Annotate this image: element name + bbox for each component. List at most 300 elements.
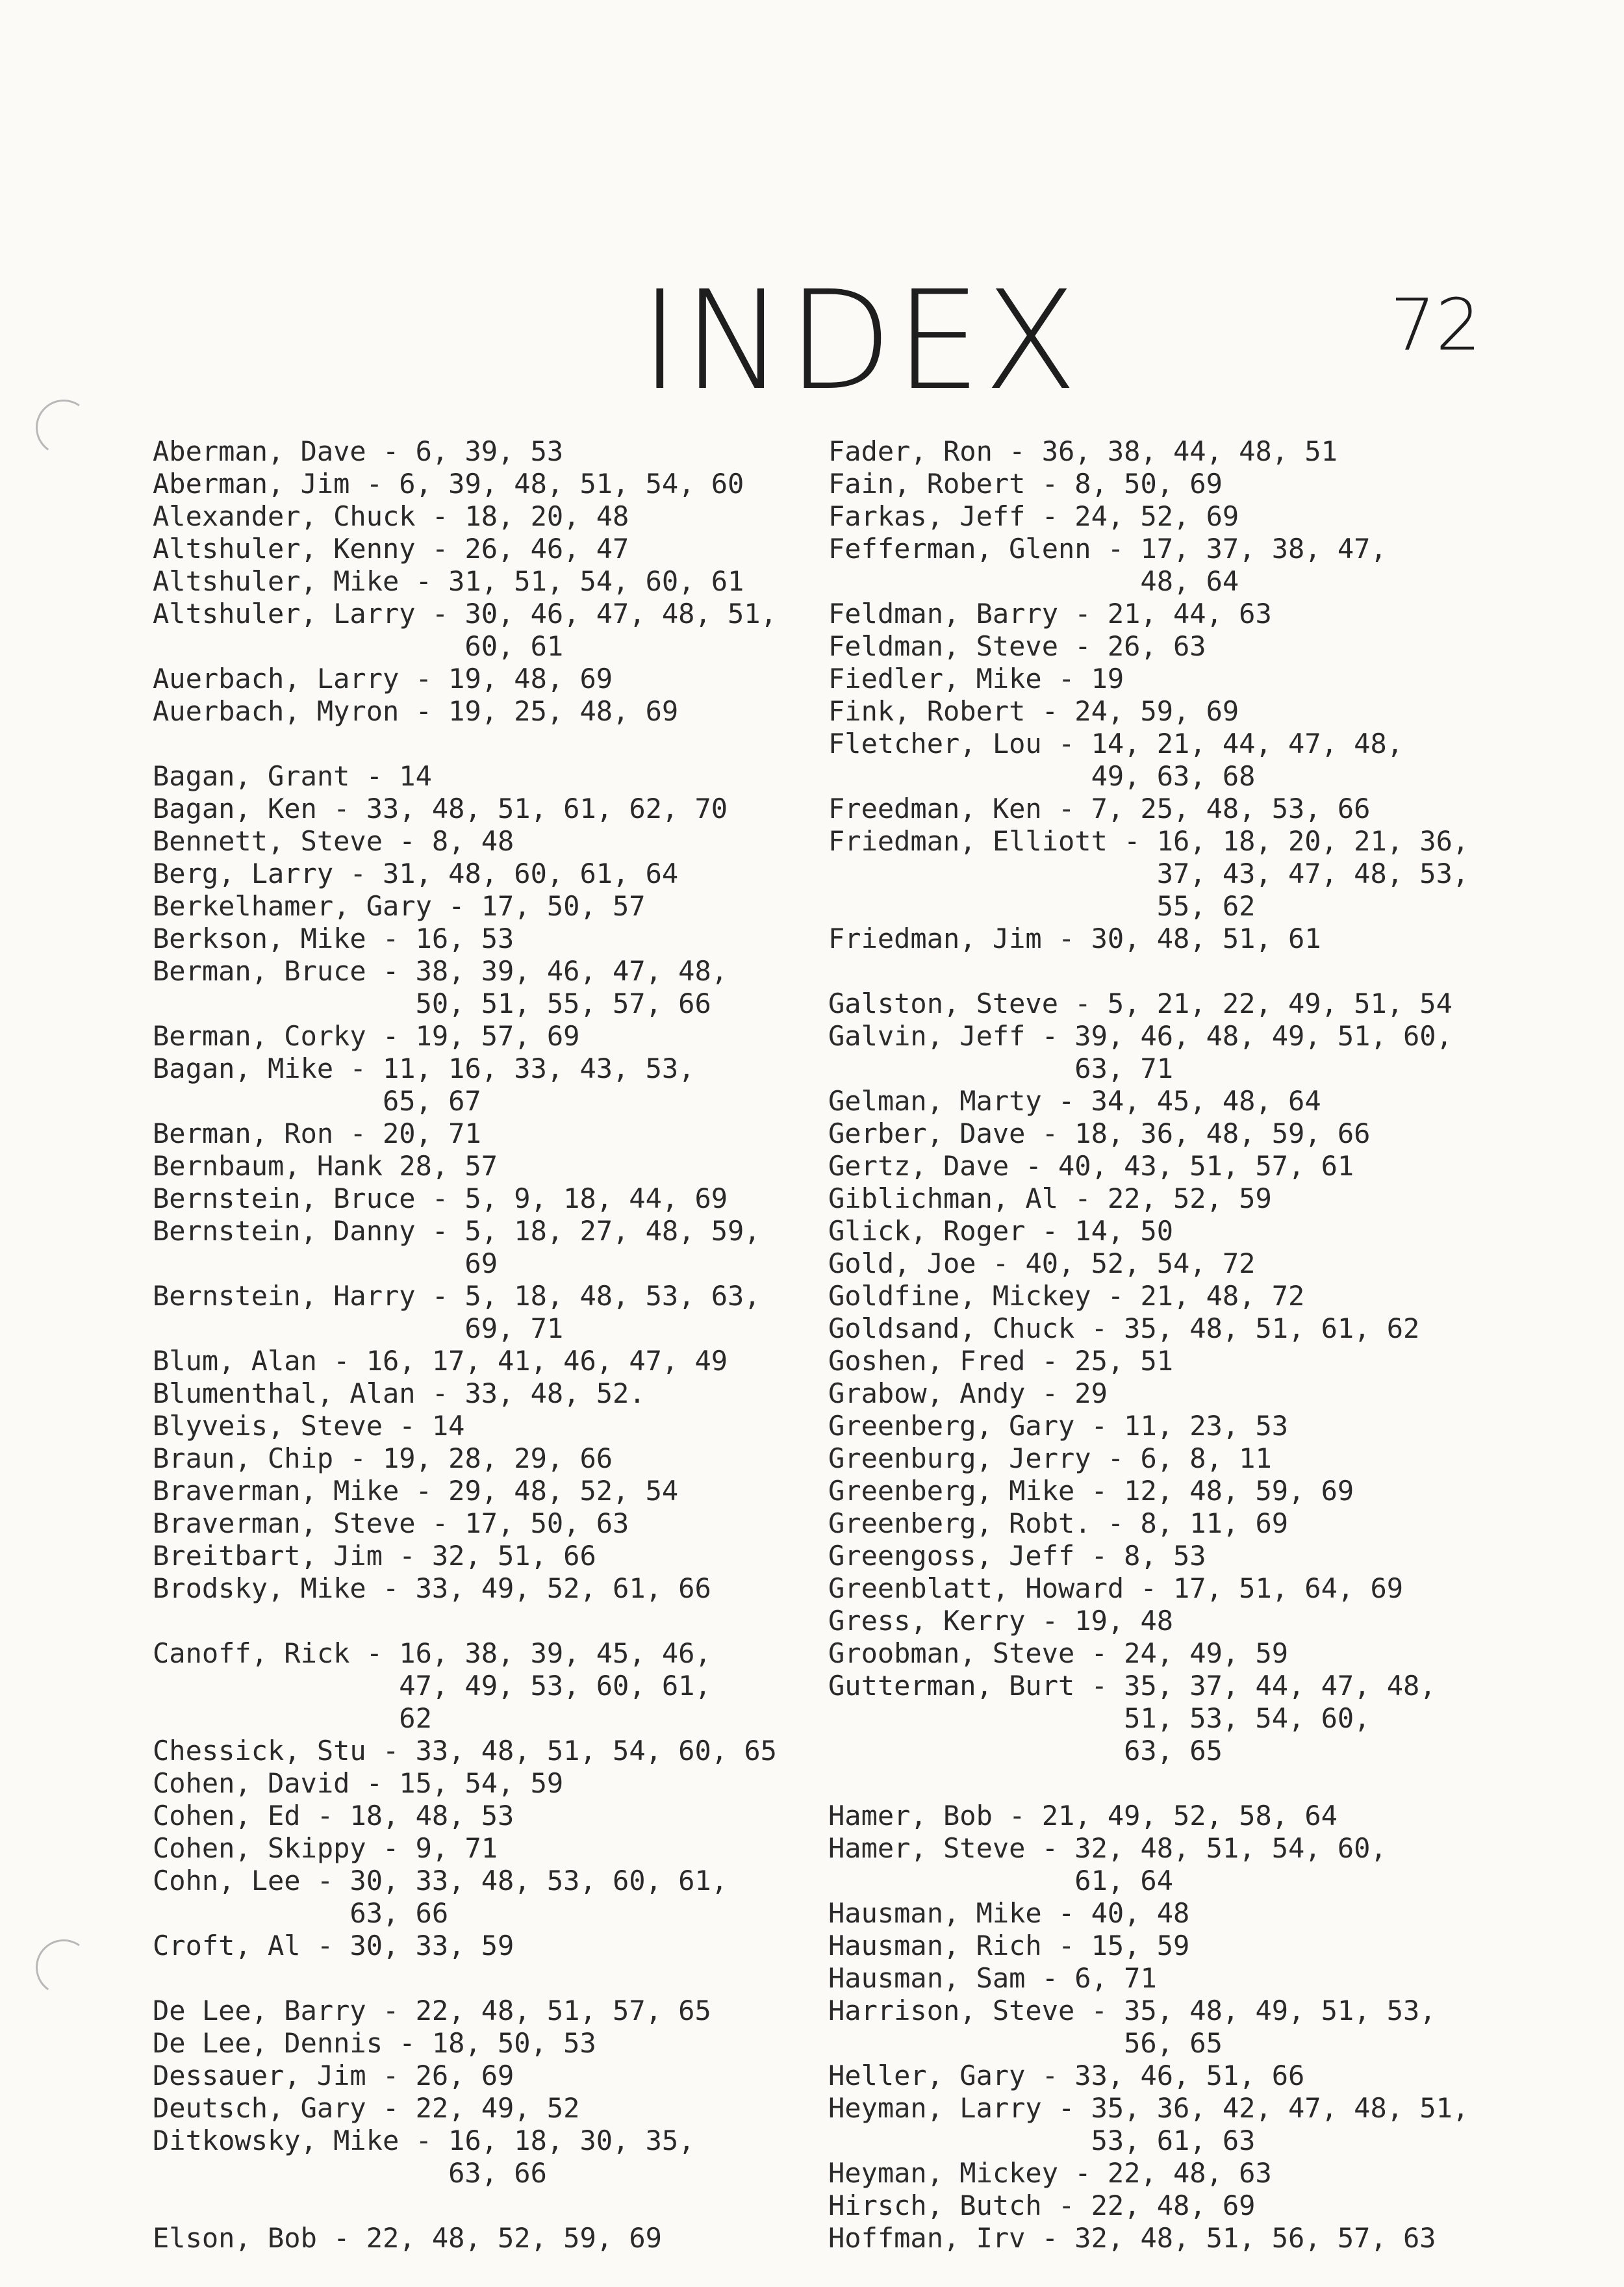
index-entry-pages: 17, 37, 38, 47, xyxy=(1140,533,1387,565)
index-entry-name: Gertz, Dave xyxy=(828,1150,1009,1182)
index-entry-separator: - xyxy=(316,1345,366,1377)
index-entry-separator: - xyxy=(415,1215,465,1247)
index-entry-name: Cohen, Skippy xyxy=(153,1832,366,1864)
index-entry xyxy=(828,630,1469,663)
index-entry xyxy=(153,663,777,695)
index-entry-separator: - xyxy=(333,858,383,889)
index-entry-separator: - xyxy=(1058,2157,1108,2189)
index-entry-pages: 6, 39, 53 xyxy=(415,435,564,467)
index-letter-group xyxy=(828,988,1469,1767)
index-entry-name: Goshen, Fred xyxy=(828,1345,1026,1377)
index-entry-pages: 12, 48, 59, 69 xyxy=(1124,1475,1354,1507)
index-entry-pages: 24, 59, 69 xyxy=(1074,695,1239,727)
index-entry-name: Hausman, Rich xyxy=(828,1930,1042,1961)
index-entry-separator: - xyxy=(366,955,416,987)
index-entry-separator: - xyxy=(366,1832,416,1864)
index-entry xyxy=(828,1670,1469,1767)
index-entry xyxy=(828,1280,1469,1312)
index-entry xyxy=(828,1215,1469,1247)
index-entry xyxy=(153,2092,777,2125)
index-entry xyxy=(153,1280,777,1345)
index-entry-name: Gress, Kerry xyxy=(828,1605,1026,1637)
index-entry-name: Goldsand, Chuck xyxy=(828,1312,1075,1344)
index-entry-separator: - xyxy=(399,695,449,727)
index-entry-separator: - xyxy=(333,1118,383,1149)
index-entry-name: Braverman, Steve xyxy=(153,1507,416,1539)
index-entry-pages: 22, 49, 52 xyxy=(415,2092,580,2124)
index-entry-separator: - xyxy=(1058,630,1108,662)
index-entry-pages: 16, 53 xyxy=(415,923,514,954)
index-entry-name: Bagan, Grant xyxy=(153,760,350,792)
index-entry-separator: - xyxy=(1074,1312,1124,1344)
index-entry xyxy=(153,1377,777,1410)
index-entry-separator: - xyxy=(1009,1150,1059,1182)
index-entry-separator: - xyxy=(1025,2060,1075,2091)
index-entry-separator: - xyxy=(399,663,449,695)
index-entry-separator: - xyxy=(383,1540,432,1572)
index-entry-pages: 5, 18, 48, 53, 63, xyxy=(464,1280,761,1312)
index-entry-separator: - xyxy=(1041,1085,1091,1117)
index-entry-name: Grabow, Andy xyxy=(828,1377,1026,1409)
index-entry xyxy=(153,1150,777,1182)
index-entry-separator: - xyxy=(1074,1540,1124,1572)
index-entry-separator: - xyxy=(1074,1410,1124,1442)
index-entry-name: Fefferman, Glenn xyxy=(828,533,1091,565)
index-entry-separator: - xyxy=(349,1637,400,1669)
index-entry-name: Fiedler, Mike xyxy=(828,663,1042,695)
index-entry-pages: 16, 18, 20, 21, 36, xyxy=(1156,825,1469,857)
index-entry-separator: - xyxy=(1041,1930,1091,1961)
index-entry-pages-continued: 62 xyxy=(399,1702,432,1734)
index-entry-separator: - xyxy=(300,1865,350,1897)
index-entry xyxy=(153,858,777,890)
index-entry-pages: 22, 48, 51, 57, 65 xyxy=(415,1995,711,2026)
index-entry-separator: - xyxy=(1058,598,1108,630)
index-entry-name: Deutsch, Gary xyxy=(153,2092,366,2124)
index-entry-name: Bernbaum, Hank xyxy=(153,1150,383,1182)
index-entry-pages: 16, 17, 41, 46, 47, 49 xyxy=(366,1345,728,1377)
index-entry-name: Greenberg, Mike xyxy=(828,1475,1075,1507)
index-entry-pages: 39, 46, 48, 49, 51, 60, xyxy=(1074,1020,1453,1052)
index-entry xyxy=(828,663,1469,695)
index-entry-pages: 33, 48, 51, 54, 60, 65 xyxy=(415,1735,777,1767)
index-entry-pages: 19, 25, 48, 69 xyxy=(448,695,679,727)
index-entry-name: Friedman, Elliott xyxy=(828,825,1108,857)
index-entry xyxy=(828,1442,1469,1475)
index-entry xyxy=(153,2027,777,2060)
index-entry-name: Heyman, Mickey xyxy=(828,2157,1059,2189)
index-entry-separator: - xyxy=(415,1377,465,1409)
index-entry-pages-continued: 65, 67 xyxy=(383,1085,481,1117)
index-entry-pages: 17, 50, 63 xyxy=(464,1507,629,1539)
index-entry-pages: 5, 21, 22, 49, 51, 54 xyxy=(1107,988,1453,1019)
index-entry-pages: 33, 48, 52. xyxy=(464,1377,646,1409)
index-entry xyxy=(828,1312,1469,1345)
index-entry-pages: 32, 48, 51, 54, 60, xyxy=(1074,1832,1387,1864)
index-entry-separator: - xyxy=(992,1800,1042,1832)
index-entry-separator: - xyxy=(1025,468,1075,500)
index-entry-separator: - xyxy=(1074,1670,1124,1702)
index-entry xyxy=(153,1637,777,1735)
index-entry xyxy=(153,695,777,728)
index-entry-pages: 9, 71 xyxy=(415,1832,498,1864)
index-letter-group xyxy=(153,760,777,1605)
index-entry xyxy=(153,1410,777,1442)
left-index-column xyxy=(153,435,777,2287)
index-entry-pages: 22, 48, 52, 59, 69 xyxy=(366,2222,662,2254)
index-entry-name: Bagan, Ken xyxy=(153,793,317,824)
index-entry-name: Hoffman, Irv xyxy=(828,2222,1026,2254)
index-entry-pages-continued: 63, 66 xyxy=(448,2157,547,2189)
index-entry-separator: - xyxy=(300,1930,350,1961)
index-entry-name: Harrison, Steve xyxy=(828,1995,1075,2026)
index-entry-separator: - xyxy=(349,468,400,500)
index-entry-pages-continued: 63, 71 xyxy=(1074,1053,1173,1084)
index-entry-separator: - xyxy=(1041,1897,1091,1929)
index-entry-pages: 33, 48, 51, 61, 62, 70 xyxy=(366,793,728,824)
index-entry-name: Feldman, Barry xyxy=(828,598,1059,630)
index-entry xyxy=(153,955,777,1020)
index-entry xyxy=(828,793,1469,825)
index-entry xyxy=(828,1962,1469,1995)
index-entry-pages-continued: 69, 71 xyxy=(464,1312,564,1344)
index-entry-pages: 30, 48, 51, 61 xyxy=(1091,923,1321,954)
index-entry xyxy=(828,1345,1469,1377)
index-entry-pages-continued: 60, 61 xyxy=(464,630,564,662)
index-entry-name: Hausman, Sam xyxy=(828,1962,1026,1994)
index-entry-pages-continued: 63, 66 xyxy=(349,1897,449,1929)
index-entry-separator: - xyxy=(383,825,432,857)
binder-hole-mark-bottom xyxy=(31,1935,96,2000)
index-entry-separator: - xyxy=(399,1475,449,1507)
index-entry-name: Gold, Joe xyxy=(828,1247,976,1279)
index-entry xyxy=(828,533,1469,598)
index-entry-pages: 32, 48, 51, 56, 57, 63 xyxy=(1074,2222,1436,2254)
index-entry-separator: - xyxy=(1091,1507,1141,1539)
index-entry-name: Bernstein, Harry xyxy=(153,1280,416,1312)
index-entry xyxy=(828,695,1469,728)
index-entry-name: Greenberg, Gary xyxy=(828,1410,1075,1442)
index-entry xyxy=(828,1540,1469,1572)
index-entry xyxy=(153,1572,777,1605)
index-entry-name: Cohen, David xyxy=(153,1767,350,1799)
index-entry-separator: - xyxy=(1074,1475,1124,1507)
index-entry-name: Berkson, Mike xyxy=(153,923,366,954)
index-entry xyxy=(153,2222,777,2255)
index-entry-name: Blyveis, Steve xyxy=(153,1410,383,1442)
index-entry-pages: 19 xyxy=(1091,663,1124,695)
index-entry-separator: - xyxy=(992,435,1042,467)
index-entry-pages: 14, 21, 44, 47, 48, xyxy=(1091,728,1404,760)
index-entry-separator: - xyxy=(366,435,416,467)
index-entry-pages: 26, 46, 47 xyxy=(464,533,629,565)
index-entry-name: Heyman, Larry xyxy=(828,2092,1042,2124)
index-entry-separator: - xyxy=(1041,2190,1091,2221)
index-entry xyxy=(153,2060,777,2092)
index-entry-separator: - xyxy=(1074,1637,1124,1669)
index-entry-separator: - xyxy=(399,565,449,597)
index-entry-separator: - xyxy=(383,2027,432,2059)
index-entry-pages: 30, 33, 59 xyxy=(349,1930,514,1961)
index-entry-name: Hausman, Mike xyxy=(828,1897,1042,1929)
right-index-column xyxy=(828,435,1469,2287)
index-entry-pages-continued: 55, 62 xyxy=(1156,890,1256,922)
index-entry-name: Aberman, Jim xyxy=(153,468,350,500)
index-entry-pages: 8, 53 xyxy=(1124,1540,1206,1572)
index-entry-pages: 19, 48, 69 xyxy=(448,663,613,695)
index-entry-name: Feldman, Steve xyxy=(828,630,1059,662)
index-entry-pages: 24, 49, 59 xyxy=(1124,1637,1289,1669)
index-entry-separator: - xyxy=(1041,663,1091,695)
index-entry-name: Braverman, Mike xyxy=(153,1475,400,1507)
index-entry-separator: - xyxy=(349,1767,400,1799)
index-entry-pages: 6, 8, 11 xyxy=(1140,1442,1272,1474)
index-entry-pages: 20, 71 xyxy=(383,1118,481,1149)
index-entry-pages: 34, 45, 48, 64 xyxy=(1091,1085,1321,1117)
index-entry-name: Elson, Bob xyxy=(153,2222,317,2254)
index-entry xyxy=(828,825,1469,923)
page-title: INDEX xyxy=(640,261,1080,420)
index-entry-pages: 35, 48, 49, 51, 53, xyxy=(1124,1995,1436,2026)
index-entry-separator: - xyxy=(1041,923,1091,954)
index-entry-name: Gelman, Marty xyxy=(828,1085,1042,1117)
index-entry-pages: 22, 48, 69 xyxy=(1091,2190,1256,2221)
index-entry-name: Berkelhamer, Gary xyxy=(153,890,432,922)
index-entry-pages: 19, 57, 69 xyxy=(415,1020,580,1052)
index-entry-separator: - xyxy=(316,2222,366,2254)
index-entry-pages: 21, 44, 63 xyxy=(1107,598,1272,630)
index-entry-name: Friedman, Jim xyxy=(828,923,1042,954)
index-entry-name: Canoff, Rick xyxy=(153,1637,350,1669)
index-entry-pages: 11, 23, 53 xyxy=(1124,1410,1289,1442)
index-entry-separator: - xyxy=(1091,533,1141,565)
index-entry xyxy=(828,468,1469,500)
index-entry-separator: - xyxy=(1041,2092,1091,2124)
index-entry-pages: 38, 39, 46, 47, 48, xyxy=(415,955,728,987)
index-entry xyxy=(828,2222,1469,2255)
index-entry-pages-continued: 49, 63, 68 xyxy=(1091,760,1256,792)
index-entry-name: Gutterman, Burt xyxy=(828,1670,1075,1702)
index-entry-pages: 17, 51, 64, 69 xyxy=(1173,1572,1404,1604)
index-entry xyxy=(153,1930,777,1962)
index-entry-pages: 7, 25, 48, 53, 66 xyxy=(1091,793,1371,824)
index-entry-separator: - xyxy=(976,1247,1026,1279)
index-entry-pages: 14 xyxy=(399,760,432,792)
index-entry-name: Alexander, Chuck xyxy=(153,500,416,532)
index-entry-separator: - xyxy=(366,1995,416,2026)
index-entry-separator: - xyxy=(1025,2222,1075,2254)
index-entry-pages: 33, 49, 52, 61, 66 xyxy=(415,1572,711,1604)
index-entry xyxy=(153,1053,777,1118)
index-entry xyxy=(153,1442,777,1475)
index-entry xyxy=(153,1767,777,1800)
index-entry-pages: 28, 57 xyxy=(399,1150,498,1182)
index-entry-name: Ditkowsky, Mike xyxy=(153,2125,400,2156)
index-entry-pages: 33, 46, 51, 66 xyxy=(1074,2060,1305,2091)
index-entry-pages: 35, 36, 42, 47, 48, 51, xyxy=(1091,2092,1469,2124)
index-entry-pages-continued: 48, 64 xyxy=(1140,565,1239,597)
index-entry xyxy=(153,500,777,533)
index-entry-name: Altshuler, Larry xyxy=(153,598,416,630)
index-entry-name: Goldfine, Mickey xyxy=(828,1280,1091,1312)
index-entry xyxy=(828,2190,1469,2222)
index-entry-pages: 18, 36, 48, 59, 66 xyxy=(1074,1118,1371,1149)
index-entry xyxy=(828,1637,1469,1670)
index-entry-pages: 26, 69 xyxy=(415,2060,514,2091)
index-entry-separator: - xyxy=(1025,1962,1075,1994)
index-entry xyxy=(153,565,777,598)
index-entry-separator: - xyxy=(415,533,465,565)
index-entry-pages: 14, 50 xyxy=(1074,1215,1174,1247)
index-entry-separator: - xyxy=(1025,1118,1075,1149)
index-entry xyxy=(153,890,777,923)
index-entry xyxy=(153,1118,777,1150)
index-entry-name: Giblichman, Al xyxy=(828,1182,1059,1214)
index-entry-name: Cohn, Lee xyxy=(153,1865,301,1897)
index-entry-pages: 15, 59 xyxy=(1091,1930,1190,1961)
index-entry-pages: 8, 50, 69 xyxy=(1074,468,1223,500)
index-entry-name: Freedman, Ken xyxy=(828,793,1042,824)
index-entry-pages: 40, 43, 51, 57, 61 xyxy=(1058,1150,1354,1182)
index-entry-separator: - xyxy=(1107,825,1157,857)
index-entry xyxy=(153,1865,777,1930)
index-entry-pages: 16, 38, 39, 45, 46, xyxy=(399,1637,711,1669)
index-entry-separator: - xyxy=(366,923,416,954)
index-entry-name: Groobman, Steve xyxy=(828,1637,1075,1669)
index-entry-name: Berman, Bruce xyxy=(153,955,366,987)
index-entry-name: Cohen, Ed xyxy=(153,1800,301,1832)
index-entry xyxy=(153,1832,777,1865)
index-entry-pages: 17, 50, 57 xyxy=(481,890,646,922)
index-entry-pages-continued: 37, 43, 47, 48, 53, xyxy=(1156,858,1469,889)
index-entry-separator: - xyxy=(349,760,400,792)
index-entry-pages-continued: 63, 65 xyxy=(1124,1735,1223,1767)
index-entry-separator: - xyxy=(383,1410,432,1442)
index-entry-pages: 30, 33, 48, 53, 60, 61, xyxy=(349,1865,728,1897)
index-entry-separator: - xyxy=(316,793,366,824)
index-entry-name: Heller, Gary xyxy=(828,2060,1026,2091)
index-entry-name: Berman, Corky xyxy=(153,1020,366,1052)
index-entry-name: Blumenthal, Alan xyxy=(153,1377,416,1409)
index-entry xyxy=(828,1377,1469,1410)
index-entry-pages: 19, 48 xyxy=(1074,1605,1174,1637)
index-entry-separator: - xyxy=(366,1020,416,1052)
index-entry xyxy=(828,1930,1469,1962)
index-entry-separator: - xyxy=(415,1182,465,1214)
index-entry xyxy=(828,1800,1469,1832)
index-entry xyxy=(153,1540,777,1572)
index-entry-name: Hirsch, Butch xyxy=(828,2190,1042,2221)
index-entry xyxy=(828,1150,1469,1182)
index-entry xyxy=(828,1410,1469,1442)
index-entry-name: Galvin, Jeff xyxy=(828,1020,1026,1052)
index-entry-separator: - xyxy=(1074,1995,1124,2026)
index-entry-name: Fader, Ron xyxy=(828,435,993,467)
index-entry-pages: 24, 52, 69 xyxy=(1074,500,1239,532)
index-entry-name: Chessick, Stu xyxy=(153,1735,366,1767)
index-entry-name: Glick, Roger xyxy=(828,1215,1026,1247)
index-entry-separator: - xyxy=(415,598,465,630)
page-number: 72 xyxy=(1390,283,1481,366)
index-entry-pages: 35, 37, 44, 47, 48, xyxy=(1124,1670,1436,1702)
index-entry xyxy=(828,1995,1469,2060)
index-entry-separator: - xyxy=(1025,1215,1075,1247)
index-entry-name: Fain, Robert xyxy=(828,468,1026,500)
index-entry-name: Breitbart, Jim xyxy=(153,1540,383,1572)
index-entry-pages: 6, 39, 48, 51, 54, 60 xyxy=(399,468,744,500)
index-entry xyxy=(153,1995,777,2027)
index-entry xyxy=(153,2125,777,2190)
index-entry xyxy=(828,1118,1469,1150)
index-entry-name: Galston, Steve xyxy=(828,988,1059,1019)
index-entry-name: Greenburg, Jerry xyxy=(828,1442,1091,1474)
index-entry-pages: 32, 51, 66 xyxy=(431,1540,596,1572)
index-entry-name: Brodsky, Mike xyxy=(153,1572,366,1604)
index-entry-name: Greengoss, Jeff xyxy=(828,1540,1075,1572)
index-entry-pages: 6, 71 xyxy=(1074,1962,1157,1994)
index-entry-name: Bagan, Mike xyxy=(153,1053,334,1084)
index-entry xyxy=(828,1475,1469,1507)
index-entry-separator: - xyxy=(300,1800,350,1832)
index-entry-separator: - xyxy=(415,1280,465,1312)
index-entry xyxy=(828,2092,1469,2157)
index-entry xyxy=(153,1735,777,1767)
index-entry-pages: 31, 51, 54, 60, 61 xyxy=(448,565,744,597)
index-entry-pages: 22, 52, 59 xyxy=(1107,1182,1272,1214)
index-entry-name: Hamer, Bob xyxy=(828,1800,993,1832)
index-entry-separator: - xyxy=(415,1507,465,1539)
index-entry-separator: - xyxy=(1058,1182,1108,1214)
index-entry xyxy=(828,435,1469,468)
index-entry xyxy=(828,1897,1469,1930)
index-entry xyxy=(828,1507,1469,1540)
index-entry-separator: - xyxy=(1025,1377,1075,1409)
binder-hole-mark-top xyxy=(31,395,96,460)
index-entry xyxy=(153,598,777,663)
index-entry-pages: 40, 52, 54, 72 xyxy=(1025,1247,1256,1279)
index-entry xyxy=(153,825,777,858)
index-entry-pages-continued: 56, 65 xyxy=(1124,2027,1223,2059)
index-entry xyxy=(153,1182,777,1215)
index-letter-group xyxy=(828,435,1469,955)
index-entry-pages: 19, 28, 29, 66 xyxy=(383,1442,613,1474)
index-entry-pages: 36, 38, 44, 48, 51 xyxy=(1041,435,1338,467)
index-entry-name: Aberman, Dave xyxy=(153,435,366,467)
index-entry-pages-continued: 50, 51, 55, 57, 66 xyxy=(415,988,711,1019)
index-entry-separator: - xyxy=(366,1572,416,1604)
index-entry-name: Bernstein, Danny xyxy=(153,1215,416,1247)
index-entry xyxy=(828,1605,1469,1637)
index-entry-pages: 29 xyxy=(1074,1377,1108,1409)
index-entry-separator: - xyxy=(366,2060,416,2091)
index-entry xyxy=(153,923,777,955)
index-entry xyxy=(828,500,1469,533)
index-entry-separator: - xyxy=(1025,1345,1075,1377)
index-entry-pages: 8, 48 xyxy=(431,825,514,857)
index-entry xyxy=(828,2157,1469,2190)
index-entry-pages: 31, 48, 60, 61, 64 xyxy=(383,858,679,889)
index-entry-pages: 18, 50, 53 xyxy=(431,2027,596,2059)
index-entry-name: Blum, Alan xyxy=(153,1345,317,1377)
index-entry-pages: 16, 18, 30, 35, xyxy=(448,2125,695,2156)
index-entry xyxy=(828,1832,1469,1897)
index-entry-name: Gerber, Dave xyxy=(828,1118,1026,1149)
index-entry-separator: - xyxy=(1025,695,1075,727)
index-entry-pages: 11, 16, 33, 43, 53, xyxy=(383,1053,695,1084)
index-entry-name: Altshuler, Kenny xyxy=(153,533,416,565)
index-entry-separator xyxy=(383,1150,399,1182)
index-entry-separator: - xyxy=(366,2092,416,2124)
